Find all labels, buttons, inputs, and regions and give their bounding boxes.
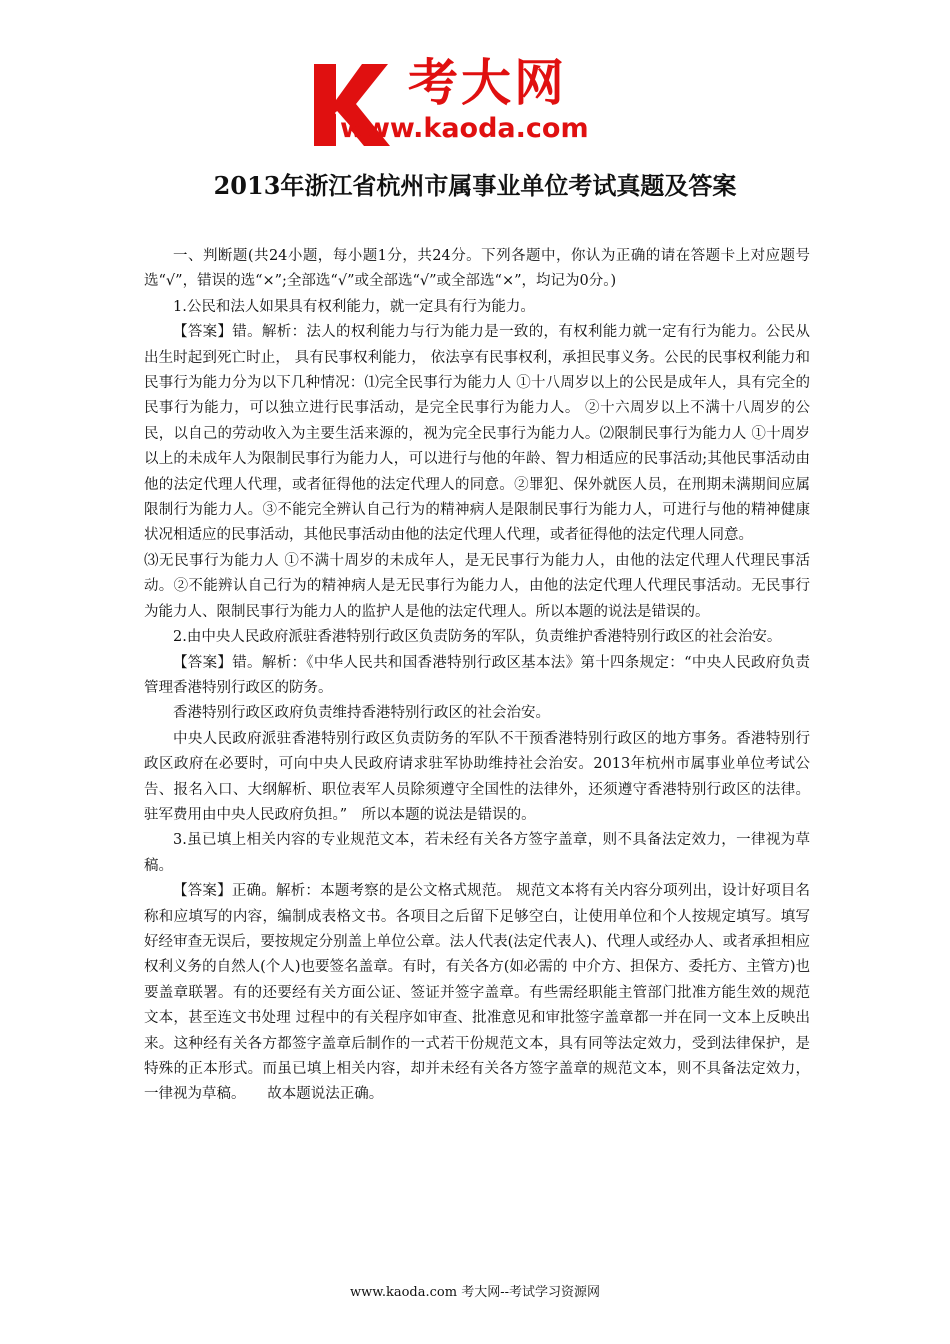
section-instructions: 一、判断题(共24小题，每小题1分，共24分。下列各题中，你认为正确的请在答题卡上对应题号选“√”，错误的选“×”;全部选“√”或全部选“√”或全部选“×”，均记为0分。) [144, 248, 810, 290]
page-footer[interactable]: www.kaoda.com 考大网--考试学习资源网 [350, 1285, 600, 1300]
answer-2-paragraph-2: 香港特别行政区政府负责维持香港特别行政区的社会治安。 [173, 705, 550, 722]
logo-brand-text: 考大网 [408, 54, 567, 112]
answer-1: 【答案】错。解析：法人的权利能力与行为能力是一致的，有权利能力就一定有行为能力。公民从出生时起到死亡时止， 具有民事权利能力， 依法享有民事权利，承担民事义务。公民的民事权利能力和民事行为能力分为以下几种情况：⑴完全民事行为能力人 ①十八周岁以上的公民是成年人，具有完全的民事行为能力，可以独立进行民事活动，是完全民事行为能力人。 ②十六周岁以上不满十八周岁的公民，以自己的劳动收入为主要生活来源的，视为完全民事行为能力人。⑵限制民事行为能力人 ①十周岁以上的未成年人为限制民事行为能力人，可以进行与他的年龄、智力相适应的民事活动;其他民事活动由他的法定代理人代理，或者征得他的法定代理人的同意。②罪犯、保外就医人员，在刑期未满期间应属限制行为能力人。③不能完全辨认自己行为的精神病人是限制民事行为能力人，可进行与他的精神健康状况相适应的民事活动，其他民事活动由他的法定代理人代理，或者征得他的法定代理人同意。 [144, 324, 810, 544]
document-body [144, 244, 810, 1108]
site-logo[interactable] [310, 52, 640, 152]
question-3: 3.虽已填上相关内容的专业规范文本，若未经有关各方签字盖章，则不具备法定效力，一律视为草稿。 [144, 832, 810, 874]
question-1: 1.公民和法人如果具有权利能力，就一定具有行为能力。 [173, 298, 535, 315]
answer-2-paragraph-3: 中央人民政府派驻香港特别行政区负责防务的军队不干预香港特别行政区的地方事务。香港特别行政区政府在必要时，可向中央人民政府请求驻军协助维持社会治安。2013年杭州市属事业单位考试公告、报名入口、大纲解析、职位表军人员除须遵守全国性的法律外，还须遵守香港特别行政区的法律。驻军费用由中央人民政府负担。” 所以本题的说法是错误的。 [144, 730, 810, 823]
answer-1-continued: ⑶无民事行为能力人 ①不满十周岁的未成年人，是无民事行为能力人，由他的法定代理人代理民事活动。②不能辨认自己行为的精神病人是无民事行为能力人，由他的法定代理人代理民事活动。无民事行为能力人、限制民事行为能力人的监护人是他的法定代理人。所以本题的说法是错误的。 [144, 552, 810, 620]
document-title: 2013年浙江省杭州市属事业单位考试真题及答案 [213, 171, 737, 200]
question-2: 2.由中央人民政府派驻香港特别行政区负责防务的军队，负责维护香港特别行政区的社会治安。 [173, 629, 782, 646]
answer-2: 【答案】错。解析：《中华人民共和国香港特别行政区基本法》第十四条规定：“中央人民政府负责管理香港特别行政区的防务。 [144, 654, 810, 696]
answer-3: 【答案】正确。解析：本题考察的是公文格式规范。 规范文本将有关内容分项列出，设计好项目名称和应填写的内容，编制成表格文书。各项目之后留下足够空白，让使用单位和个人按规定填写。填写好经审查无误后，要按规定分别盖上单位公章。法人代表(法定代表人)、代理人或经办人、或者承担相应权利义务的自然人(个人)也要签名盖章。有时，有关各方(如必需的 中介方、担保方、委托方、主管方)也要盖章联署。有的还要经有关方面公证、签证并签字盖章。有些需经职能主管部门批准方能生效的规范文本，甚至连文书处理 过程中的有关程序如审查、批准意见和审批签字盖章都一并在同一文本上反映出来。这种经有关各方都签字盖章后制作的一式若干份规范文本，具有同等法定效力，受到法律保护，是特殊的正本形式。而虽已填上相关内容，却并未经有关各方签字盖章的规范文本，则不具备法定效力，一律视为草稿。 故本题说法正确。 [144, 883, 810, 1103]
logo-url: www.kaoda.com [340, 113, 589, 144]
